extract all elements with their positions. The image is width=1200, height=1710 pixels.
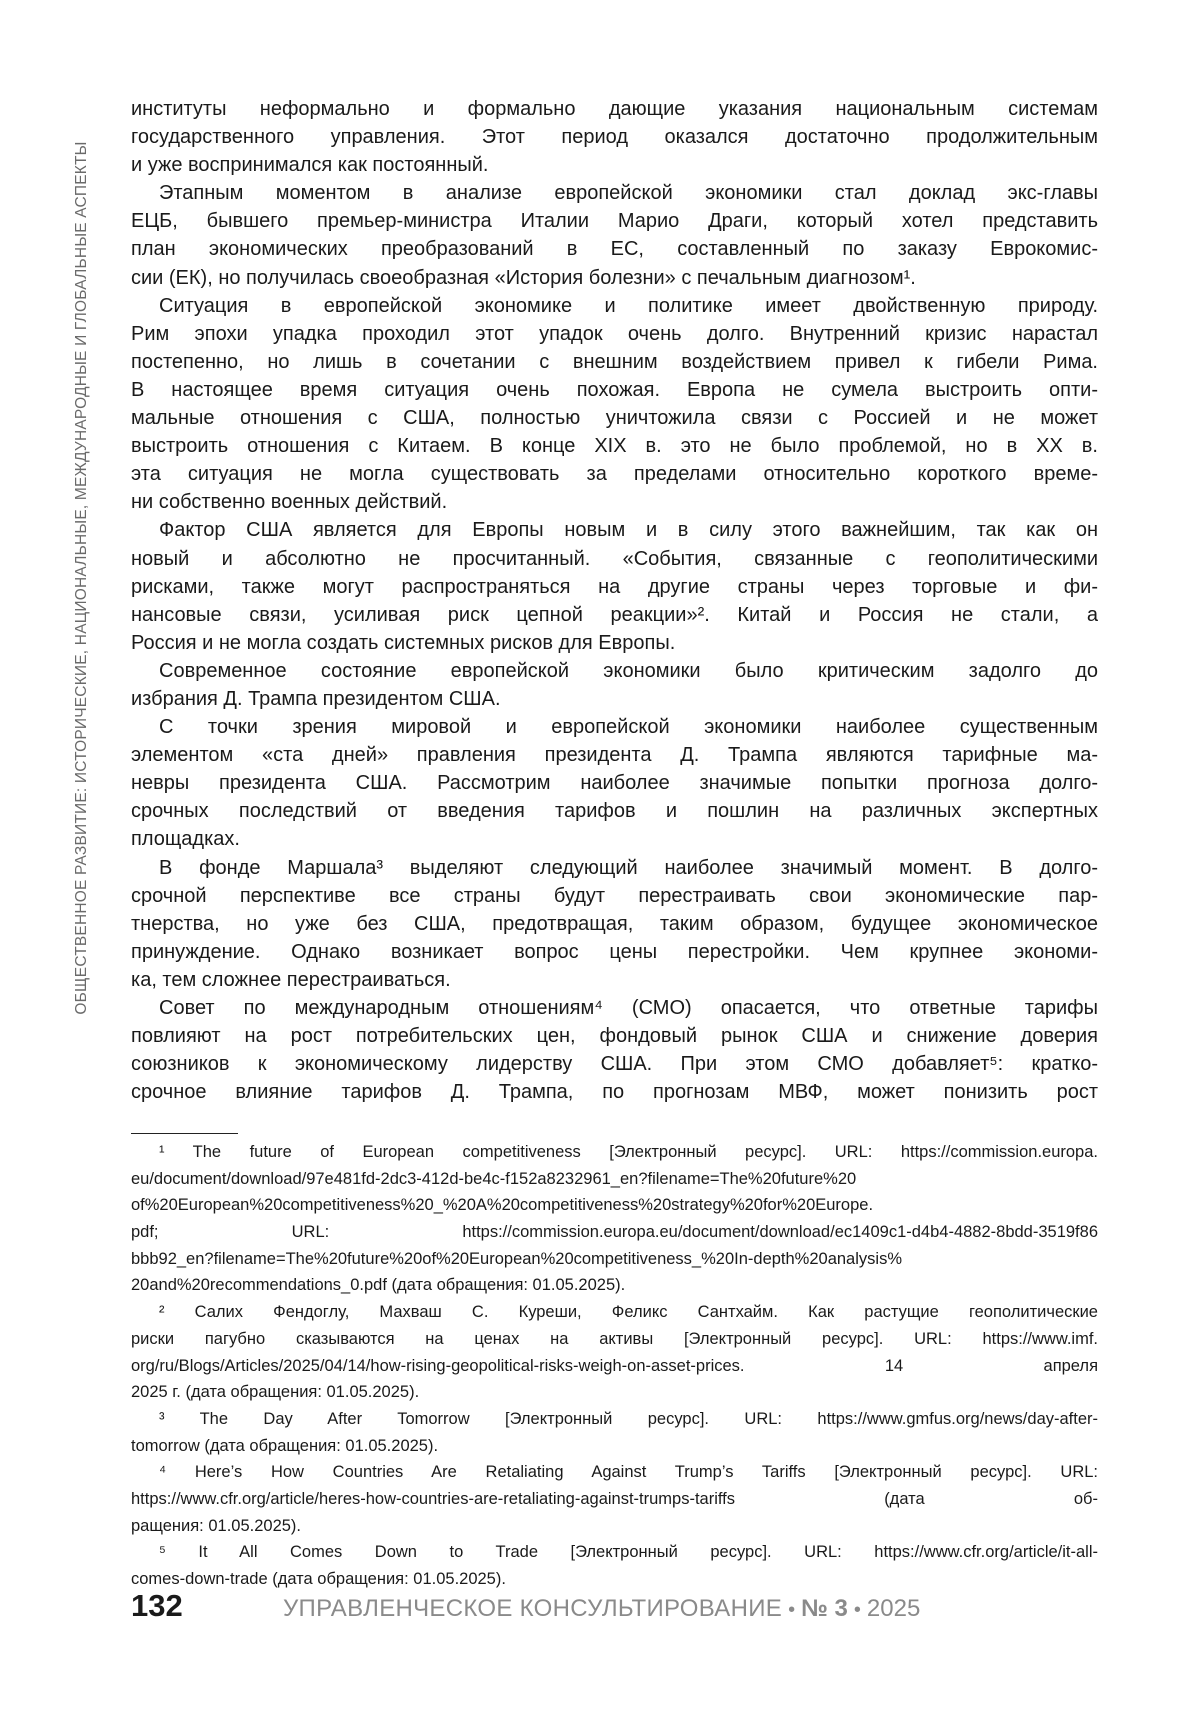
running-section-title: ОБЩЕСТВЕННОЕ РАЗВИТИЕ: ИСТОРИЧЕСКИЕ, НАЦИОНАЛЬНЫЕ, МЕЖДУНАРОДНЫЕ И ГЛОБАЛЬНЫЕ АСПЕКТЫ: [73, 103, 91, 1053]
text-line: элементом «ста дней» правления президента Д. Трампа являются тарифные ма-: [131, 741, 1098, 769]
text-line: срочных последствий от введения тарифов и пошлин на различных экспертных: [131, 797, 1098, 825]
text-line: ка, тем сложнее перестраиваться.: [131, 966, 1098, 994]
paragraph: [131, 657, 1098, 713]
footnote: [131, 1299, 1098, 1406]
footnote-line: ³ The Day After Tomorrow [Электронный ресурс]. URL: https://www.gmfus.org/news/day-after-: [131, 1406, 1098, 1433]
page-number: 132: [131, 1588, 283, 1624]
issue-year: 2025: [867, 1595, 920, 1623]
page-footer: [131, 1588, 920, 1628]
footnote-separator: [131, 1133, 238, 1134]
paragraph: [131, 516, 1098, 656]
footnote: [131, 1539, 1098, 1592]
text-line: ни собственно военных действий.: [131, 488, 1098, 516]
paragraph: [131, 95, 1098, 179]
text-line: эта ситуация не могла существовать за пределами относительно короткого време-: [131, 460, 1098, 488]
footnote-line: 2025 г. (дата обращения: 01.05.2025).: [131, 1379, 1098, 1406]
text-line: выстроить отношения с Китаем. В конце XIX в. это не было проблемой, но в XX в.: [131, 432, 1098, 460]
text-line: Современное состояние европейской экономики было критическим задолго до: [131, 657, 1098, 685]
text-line: государственного управления. Этот период оказался достаточно продолжительным: [131, 123, 1098, 151]
text-line: и уже воспринимался как постоянный.: [131, 151, 1098, 179]
text-line: В настоящее время ситуация очень похожая. Европа не сумела выстроить опти-: [131, 376, 1098, 404]
footnote-line: tomorrow (дата обращения: 01.05.2025).: [131, 1433, 1098, 1460]
footnote: [131, 1406, 1098, 1459]
text-line: план экономических преобразований в ЕС, составленный по заказу Еврокомис-: [131, 235, 1098, 263]
text-line: невры президента США. Рассмотрим наиболее значимые попытки прогноза долго-: [131, 769, 1098, 797]
footnote-line: ⁵ It All Comes Down to Trade [Электронный ресурс]. URL: https://www.cfr.org/article/it-all-: [131, 1539, 1098, 1566]
text-line: Ситуация в европейской экономике и политике имеет двойственную природу.: [131, 292, 1098, 320]
paragraph: [131, 713, 1098, 853]
text-line: избрания Д. Трампа президентом США.: [131, 685, 1098, 713]
text-line: срочное влияние тарифов Д. Трампа, по прогнозам МВФ, может понизить рост: [131, 1078, 1098, 1106]
paragraph: [131, 994, 1098, 1106]
text-line: С точки зрения мировой и европейской экономики наиболее существенным: [131, 713, 1098, 741]
text-line: союзников к экономическому лидерству США. При этом СМО добавляет⁵: кратко-: [131, 1050, 1098, 1078]
footnote-line: 20and%20recommendations_0.pdf (дата обращения: 01.05.2025).: [131, 1272, 1098, 1299]
footnote-line: риски пагубно сказываются на ценах на активы [Электронный ресурс]. URL: https://www.imf.: [131, 1326, 1098, 1353]
paragraph: [131, 854, 1098, 994]
text-line: срочной перспективе все страны будут перестраивать свои экономические пар-: [131, 882, 1098, 910]
text-line: Фактор США является для Европы новым и в силу этого важнейшим, так как он: [131, 516, 1098, 544]
separator-dot: •: [788, 1599, 795, 1622]
text-line: постепенно, но лишь в сочетании с внешним воздействием привел к гибели Рима.: [131, 348, 1098, 376]
text-line: Этапным моментом в анализе европейской экономики стал доклад экс-главы: [131, 179, 1098, 207]
paragraph: [131, 292, 1098, 517]
text-line: новый и абсолютно не просчитанный. «События, связанные с геополитическими: [131, 545, 1098, 573]
text-line: мальные отношения с США, полностью уничтожила связи с Россией и не может: [131, 404, 1098, 432]
paragraph: [131, 179, 1098, 291]
body-text: [131, 95, 1098, 1106]
footnote-line: ² Салих Фендоглу, Махваш С. Куреши, Феликс Сантхайм. Как растущие геополитические: [131, 1299, 1098, 1326]
text-line: повлияют на рост потребительских цен, фондовый рынок США и снижение доверия: [131, 1022, 1098, 1050]
footnote-line: bbb92_en?filename=The%20future%20of%20European%20competitiveness_%20In-depth%20analysis%: [131, 1246, 1098, 1273]
text-line: Совет по международным отношениям⁴ (СМО) опасается, что ответные тарифы: [131, 994, 1098, 1022]
footnote-line: pdf; URL: https://commission.europa.eu/document/download/ec1409c1-d4b4-4882-8bdd-3519f86: [131, 1219, 1098, 1246]
footnotes: [131, 1139, 1098, 1593]
text-line: Россия и не могла создать системных рисков для Европы.: [131, 629, 1098, 657]
text-line: сии (ЕК), но получилась своеобразная «История болезни» с печальным диагнозом¹.: [131, 264, 1098, 292]
footnote-line: comes-down-trade (дата обращения: 01.05.2025).: [131, 1566, 1098, 1593]
footnote-line: ращения: 01.05.2025).: [131, 1513, 1098, 1540]
text-line: В фонде Маршала³ выделяют следующий наиболее значимый момент. В долго-: [131, 854, 1098, 882]
issue-number: № 3: [801, 1595, 848, 1623]
separator-dot: •: [854, 1599, 861, 1622]
text-line: принуждение. Однако возникает вопрос цены перестройки. Чем крупнее экономи-: [131, 938, 1098, 966]
text-line: тнерства, но уже без США, предотвращая, таким образом, будущее экономическое: [131, 910, 1098, 938]
text-line: рисками, также могут распространяться на другие страны через торговые и фи-: [131, 573, 1098, 601]
footnote: [131, 1139, 1098, 1299]
footnote-line: https://www.cfr.org/article/heres-how-countries-are-retaliating-against-trumps-tariffs (дата об-: [131, 1486, 1098, 1513]
text-line: ЕЦБ, бывшего премьер-министра Италии Марио Драги, который хотел представить: [131, 207, 1098, 235]
text-line: Рим эпохи упадка проходил этот упадок очень долго. Внутренний кризис нарастал: [131, 320, 1098, 348]
footnote-line: eu/document/download/97e481fd-2dc3-412d-be4c-f152a8232961_en?filename=The%20future%20: [131, 1166, 1098, 1193]
text-line: площадках.: [131, 825, 1098, 853]
journal-title: УПРАВЛЕНЧЕСКОЕ КОНСУЛЬТИРОВАНИЕ: [283, 1595, 782, 1623]
footnote: [131, 1459, 1098, 1539]
footnote-line: org/ru/Blogs/Articles/2025/04/14/how-rising-geopolitical-risks-weigh-on-asset-prices. 14 апреля: [131, 1353, 1098, 1380]
footnote-line: of%20European%20competitiveness%20_%20A%20competitiveness%20strategy%20for%20Europe.: [131, 1192, 1098, 1219]
text-line: нансовые связи, усиливая риск цепной реакции»². Китай и Россия не стали, а: [131, 601, 1098, 629]
footnote-line: ¹ The future of European competitiveness [Электронный ресурс]. URL: https://commission.europa.: [131, 1139, 1098, 1166]
text-line: институты неформально и формально дающие указания национальным системам: [131, 95, 1098, 123]
footnote-line: ⁴ Here’s How Countries Are Retaliating Against Trump’s Tariffs [Электронный ресурс]. URL:: [131, 1459, 1098, 1486]
